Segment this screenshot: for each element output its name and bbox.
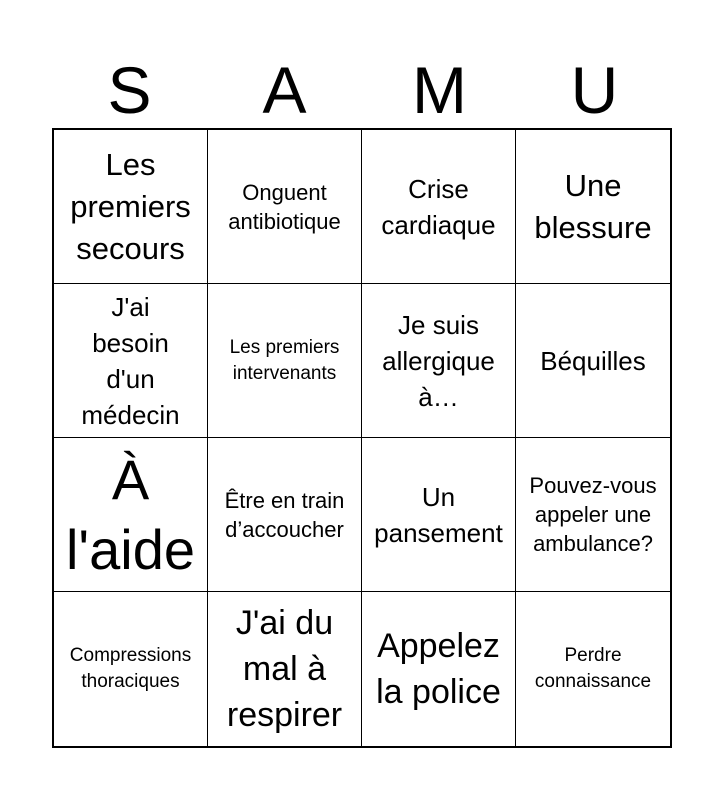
cell-text: J'ai du mal à respirer (226, 604, 343, 734)
header-letter-s: S (107, 53, 152, 127)
cell-text: Compressions thoraciques (69, 645, 192, 692)
bingo-cell-r4c3[interactable] (362, 592, 516, 746)
bingo-cell-r3c1[interactable] (54, 438, 208, 592)
bingo-cell-r2c3[interactable] (362, 284, 516, 438)
bingo-cell-r1c4[interactable] (516, 130, 670, 284)
header-letter-a: A (262, 53, 307, 127)
cell-text: Béquilles (540, 345, 646, 376)
cell-text: À l'aide (65, 447, 195, 581)
bingo-cell-r4c1[interactable] (54, 592, 208, 746)
cell-text: J'ai besoin d'un médecin (81, 291, 180, 430)
cell-text: Je suis allergique à… (382, 309, 495, 412)
cell-text: Appelez la police (376, 627, 501, 711)
bingo-cell-r2c1[interactable] (54, 284, 208, 438)
bingo-cell-r2c4[interactable] (516, 284, 670, 438)
cell-text: Un pansement (374, 481, 503, 548)
bingo-cell-r1c2[interactable] (208, 130, 362, 284)
cell-text: Les premiers intervenants (229, 336, 340, 384)
bingo-grid (52, 128, 672, 748)
bingo-header (52, 52, 672, 128)
cell-text: Une blessure (534, 167, 652, 245)
header-letter-u: U (570, 53, 619, 127)
cell-text: Les premiers secours (70, 146, 191, 266)
bingo-cell-r4c2[interactable] (208, 592, 362, 746)
bingo-cell-r3c3[interactable] (362, 438, 516, 592)
cell-text: Perdre connaissance (534, 645, 652, 692)
cell-text: Être en train d’accoucher (224, 487, 345, 542)
cell-text: Crise cardiaque (381, 173, 496, 240)
bingo-cell-r1c1[interactable] (54, 130, 208, 284)
cell-text: Onguent antibiotique (228, 179, 341, 234)
bingo-cell-r4c4[interactable] (516, 592, 670, 746)
bingo-cell-r3c4[interactable] (516, 438, 670, 592)
bingo-cell-r1c3[interactable] (362, 130, 516, 284)
header-letter-m: M (412, 53, 467, 127)
cell-text: Pouvez-vous appeler une ambulance? (529, 473, 657, 556)
bingo-cell-r3c2[interactable] (208, 438, 362, 592)
bingo-cell-r2c2[interactable] (208, 284, 362, 438)
